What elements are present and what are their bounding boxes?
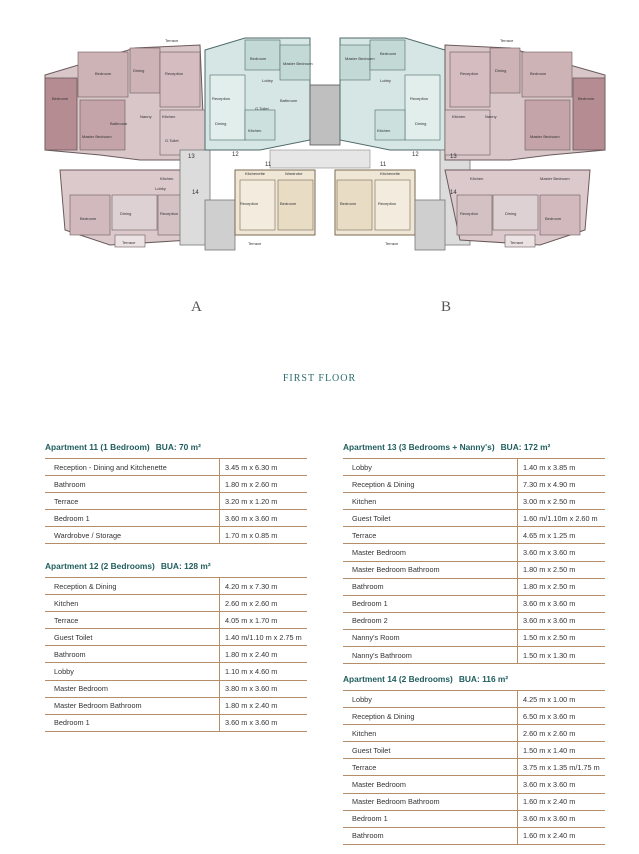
- plan-unit-number: 14: [192, 190, 199, 196]
- room-name: Bedroom 1: [45, 510, 220, 527]
- plan-label-kitchen: Kitchen: [470, 176, 484, 181]
- room-name: Reception & Dining: [45, 578, 220, 595]
- room-row: [343, 708, 605, 725]
- room-dimensions: 4.25 m x 1.00 m: [518, 691, 606, 708]
- plan-label-terrace: Terrace: [122, 240, 136, 245]
- plan-room-shape: [245, 110, 275, 140]
- plan-label-dining: Dining: [120, 211, 132, 216]
- room-row: [343, 578, 605, 595]
- room-row: [343, 561, 605, 578]
- apt13-right-zone: [445, 45, 605, 160]
- room-row: [343, 629, 605, 646]
- block-a-label: A: [191, 299, 202, 315]
- room-dimensions: 1.50 m x 1.30 m: [518, 647, 606, 664]
- room-name: Bedroom 1: [343, 595, 518, 612]
- apt13-left-zone: [45, 45, 205, 160]
- room-row: [343, 459, 605, 476]
- plan-label-kitchen: Kitchen: [248, 128, 262, 133]
- room-name: Guest Toilet: [343, 510, 518, 527]
- plan-label-bedroom: Bedroom: [80, 216, 97, 221]
- floor-plan: [40, 30, 610, 260]
- plan-label-kitchenette: Kitchenette: [380, 171, 401, 176]
- plan-label-dining: Dining: [495, 68, 507, 73]
- room-name: Lobby: [343, 459, 518, 476]
- room-dimensions: 3.60 m x 3.60 m: [518, 810, 606, 827]
- room-name: Kitchen: [45, 595, 220, 612]
- room-table: [343, 690, 605, 845]
- plan-room-shape: [270, 150, 370, 168]
- room-dimensions: 1.60 m x 2.40 m: [518, 793, 606, 810]
- plan-label-bedroom: Bedroom: [530, 71, 547, 76]
- plan-label-bedroom: Bedroom: [380, 51, 397, 56]
- room-dimensions: 1.70 m x 0.85 m: [220, 527, 308, 544]
- room-row: [343, 742, 605, 759]
- plan-room-shape: [160, 52, 200, 107]
- room-row: [45, 697, 307, 714]
- room-name: Kitchen: [343, 725, 518, 742]
- plan-room-shape: [375, 110, 405, 140]
- room-dimensions: 3.20 m x 1.20 m: [220, 493, 308, 510]
- room-name: Wardrobve / Storage: [45, 527, 220, 544]
- plan-label-reception: Reception: [212, 96, 231, 101]
- room-name: Terrace: [45, 612, 220, 629]
- plan-label-kitchenette: Kitchenette: [245, 171, 266, 176]
- plan-room-shape: [450, 52, 490, 107]
- apartment-14-section: [343, 674, 605, 845]
- plan-label-master-bedroom: Master Bedroom: [82, 134, 112, 139]
- apartment-title: [343, 674, 605, 684]
- plan-unit-number: 14: [450, 190, 457, 196]
- apartment-11-section: [45, 442, 307, 544]
- plan-label-dining: Dining: [215, 121, 227, 126]
- room-dimensions: 4.05 m x 1.70 m: [220, 612, 308, 629]
- room-row: [45, 714, 307, 731]
- room-row: [45, 493, 307, 510]
- plan-label-terrace: Terrace: [510, 240, 524, 245]
- room-name: Nanny's Room: [343, 629, 518, 646]
- plan-unit-number: 11: [265, 162, 272, 168]
- room-row: [45, 578, 307, 595]
- room-row: [45, 646, 307, 663]
- plan-unit-number: 13: [450, 154, 457, 160]
- plan-label-reception: Reception: [410, 96, 429, 101]
- plan-room-shape: [415, 200, 445, 250]
- plan-label-master-bedroom: Master Bedroom: [283, 61, 313, 66]
- room-name: Bathroom: [45, 476, 220, 493]
- floor-title: FIRST FLOOR: [282, 373, 357, 384]
- room-row: [45, 595, 307, 612]
- room-name: Guest Toilet: [45, 629, 220, 646]
- room-dimensions: 1.40 m x 3.85 m: [518, 459, 606, 476]
- apartment-bua: BUA: 172 m²: [500, 442, 551, 452]
- room-dimensions: 1.40 m/1.10 m x 2.75 m: [220, 629, 308, 646]
- room-row: [45, 612, 307, 629]
- room-dimensions: 3.60 m x 3.60 m: [518, 544, 606, 561]
- room-row: [343, 527, 605, 544]
- plan-label-terrace: Terrace: [165, 38, 179, 43]
- room-dimensions: 1.80 m x 2.40 m: [220, 646, 308, 663]
- apartment-name: Apartment 12 (2 Bedrooms): [45, 561, 155, 571]
- plan-room-shape: [245, 40, 280, 70]
- room-dimensions: 3.60 m x 3.60 m: [518, 595, 606, 612]
- room-name: Guest Toilet: [343, 742, 518, 759]
- room-dimensions: 3.80 m x 3.60 m: [220, 680, 308, 697]
- room-dimensions: 2.60 m x 2.60 m: [518, 725, 606, 742]
- plan-room-shape: [70, 195, 110, 235]
- room-dimensions: 1.80 m x 2.40 m: [220, 697, 308, 714]
- plan-label-dining: Dining: [415, 121, 427, 126]
- room-name: Master Bedroom: [45, 680, 220, 697]
- room-name: Bathroom: [343, 578, 518, 595]
- room-row: [45, 629, 307, 646]
- plan-room-shape: [573, 78, 605, 150]
- plan-label-terrace: Terrace: [248, 241, 262, 246]
- room-table: [45, 458, 307, 544]
- room-name: Terrace: [45, 493, 220, 510]
- plan-unit-number: 12: [232, 152, 239, 158]
- room-dimensions: 3.45 m x 6.30 m: [220, 459, 308, 476]
- room-name: Bedroom 1: [45, 714, 220, 731]
- room-dimensions: 3.60 m x 3.60 m: [220, 714, 308, 731]
- room-dimensions: 1.80 m x 2.60 m: [220, 476, 308, 493]
- room-row: [343, 691, 605, 708]
- plan-room-shape: [205, 200, 235, 250]
- apartment-title: [45, 561, 307, 571]
- room-dimensions: 1.80 m x 2.50 m: [518, 561, 606, 578]
- room-dimensions: 1.50 m x 1.40 m: [518, 742, 606, 759]
- room-row: [343, 776, 605, 793]
- plan-label-master-bedroom: Master Bedroom: [345, 56, 375, 61]
- room-name: Master Bedroom: [343, 544, 518, 561]
- plan-label-bedroom: Bedroom: [95, 71, 112, 76]
- apartment-name: Apartment 14 (2 Bedrooms): [343, 674, 453, 684]
- room-dimensions: 1.60 m/1.10m x 2.60 m: [518, 510, 606, 527]
- apartment-13-section: [343, 442, 605, 664]
- room-name: Master Bedroom Bathroom: [45, 697, 220, 714]
- apartment-bua: BUA: 116 m²: [458, 674, 509, 684]
- plan-label-g-toilet: G.Toilet: [165, 138, 179, 143]
- room-row: [45, 476, 307, 493]
- room-name: Terrace: [343, 759, 518, 776]
- plan-label-lobby: Lobby: [262, 78, 273, 83]
- apartment-title: [343, 442, 605, 452]
- room-row: [45, 527, 307, 544]
- apartment-title: [45, 442, 307, 452]
- room-row: [343, 493, 605, 510]
- plan-room-shape: [540, 195, 580, 235]
- room-name: Master Bedroom Bathroom: [343, 561, 518, 578]
- room-name: Master Bedroom: [343, 776, 518, 793]
- plan-label-kitchen: Kitchen: [452, 114, 466, 119]
- room-row: [343, 759, 605, 776]
- room-row: [45, 510, 307, 527]
- room-name: Master Bedroom Bathroom: [343, 793, 518, 810]
- plan-room-shape: [405, 75, 440, 140]
- plan-label-bedroom: Bedroom: [578, 96, 595, 101]
- room-row: [45, 663, 307, 680]
- room-row: [343, 793, 605, 810]
- room-name: Terrace: [343, 527, 518, 544]
- room-name: Reception & Dining: [343, 476, 518, 493]
- room-row: [343, 725, 605, 742]
- plan-unit-number: 13: [188, 154, 195, 160]
- room-dimensions: 7.30 m x 4.90 m: [518, 476, 606, 493]
- room-name: Lobby: [45, 663, 220, 680]
- room-name: Bathroom: [45, 646, 220, 663]
- room-dimensions: 6.50 m x 3.60 m: [518, 708, 606, 725]
- room-row: [343, 612, 605, 629]
- plan-label-lobby: Lobby: [155, 186, 166, 191]
- plan-label-bedroom: Bedroom: [340, 201, 357, 206]
- room-dimensions: 2.60 m x 2.60 m: [220, 595, 308, 612]
- room-dimensions: 3.75 m x 1.35 m/1.75 m: [518, 759, 606, 776]
- room-dimensions: 3.60 m x 3.60 m: [518, 612, 606, 629]
- plan-label-nanny: Nanny: [485, 114, 497, 119]
- plan-label-bedroom: Bedroom: [280, 201, 297, 206]
- room-name: Bedroom 2: [343, 612, 518, 629]
- apartment-name: Apartment 11 (1 Bedroom): [45, 442, 150, 452]
- plan-label-g-toilet: G.Toilet: [255, 106, 269, 111]
- plan-room-shape: [45, 78, 77, 150]
- room-dimensions: 3.00 m x 2.50 m: [518, 493, 606, 510]
- room-name: Reception - Dining and Kitchenette: [45, 459, 220, 476]
- room-dimensions: 4.20 m x 7.30 m: [220, 578, 308, 595]
- apartment-12-section: [45, 561, 307, 732]
- room-dimensions: 1.50 m x 2.50 m: [518, 629, 606, 646]
- plan-room-shape: [525, 100, 570, 150]
- apartment-name: Apartment 13 (3 Bedrooms + Nanny's): [343, 442, 495, 452]
- room-row: [343, 544, 605, 561]
- plan-label-kitchen: Kitchen: [377, 128, 391, 133]
- plan-label-dining: Dining: [133, 68, 145, 73]
- plan-unit-number: 11: [380, 162, 387, 168]
- plan-label-reception: Reception: [240, 201, 259, 206]
- plan-room-shape: [310, 85, 340, 145]
- plan-label-lobby: Lobby: [380, 78, 391, 83]
- plan-label-dining: Dining: [505, 211, 517, 216]
- room-row: [343, 827, 605, 844]
- room-dimensions: 1.80 m x 2.50 m: [518, 578, 606, 595]
- apt12-left-zone: [205, 38, 310, 150]
- plan-label-nanny: Nanny: [140, 114, 152, 119]
- plan-label-bathroom: Bathroom: [110, 121, 128, 126]
- room-row: [343, 647, 605, 664]
- room-row: [343, 510, 605, 527]
- plan-label-wardrobe: Wardrobe: [285, 171, 303, 176]
- room-dimensions: 3.60 m x 3.60 m: [220, 510, 308, 527]
- plan-room-shape: [210, 75, 245, 140]
- room-name: Lobby: [343, 691, 518, 708]
- plan-label-bedroom: Bedroom: [250, 56, 267, 61]
- room-name: Bathroom: [343, 827, 518, 844]
- room-table: [45, 577, 307, 732]
- plan-label-kitchen: Kitchen: [162, 114, 176, 119]
- plan-label-terrace: Terrace: [385, 241, 399, 246]
- plan-label-kitchen: Kitchen: [160, 176, 174, 181]
- plan-unit-number: 12: [412, 152, 419, 158]
- plan-label-master-bedroom: Master Bedroom: [540, 176, 570, 181]
- plan-label-reception: Reception: [378, 201, 397, 206]
- plan-label-reception: Reception: [460, 71, 479, 76]
- room-table: [343, 458, 605, 664]
- room-row: [45, 459, 307, 476]
- plan-label-reception: Reception: [160, 211, 179, 216]
- plan-label-master-bedroom: Master Bedroom: [530, 134, 560, 139]
- room-dimensions: 4.65 m x 1.25 m: [518, 527, 606, 544]
- room-row: [45, 680, 307, 697]
- room-name: Reception & Dining: [343, 708, 518, 725]
- room-row: [343, 595, 605, 612]
- block-b-label: B: [441, 299, 452, 315]
- plan-label-terrace: Terrace: [500, 38, 514, 43]
- room-name: Kitchen: [343, 493, 518, 510]
- room-row: [343, 810, 605, 827]
- plan-label-reception: Reception: [460, 211, 479, 216]
- plan-room-shape: [340, 45, 370, 80]
- room-dimensions: 3.60 m x 3.60 m: [518, 776, 606, 793]
- plan-label-bedroom: Bedroom: [545, 216, 562, 221]
- plan-label-bathroom: Bathroom: [280, 98, 298, 103]
- room-dimensions: 1.10 m x 4.60 m: [220, 663, 308, 680]
- plan-label-reception: Reception: [165, 71, 184, 76]
- plan-label-bedroom: Bedroom: [52, 96, 69, 101]
- apt14-right-zone: [445, 170, 590, 247]
- apartment-bua: BUA: 128 m²: [160, 561, 211, 571]
- room-row: [343, 476, 605, 493]
- apartment-bua: BUA: 70 m²: [155, 442, 201, 452]
- room-name: Nanny's Bathroom: [343, 647, 518, 664]
- room-name: Bedroom 1: [343, 810, 518, 827]
- plan-room-shape: [112, 195, 157, 230]
- room-dimensions: 1.60 m x 2.40 m: [518, 827, 606, 844]
